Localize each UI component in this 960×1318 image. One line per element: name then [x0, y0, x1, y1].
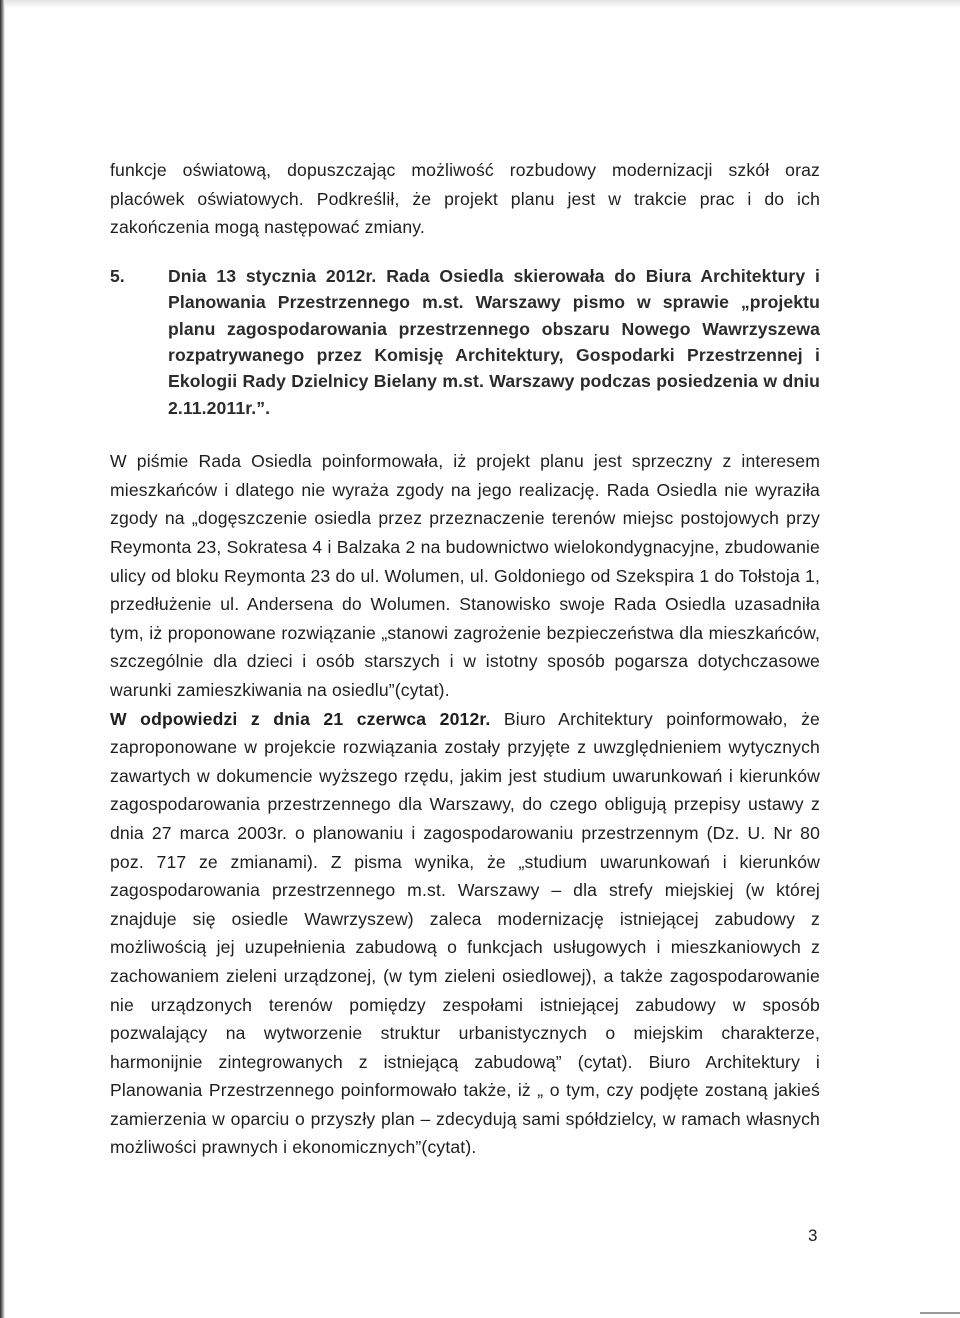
- paragraph-letter: W piśmie Rada Osiedla poinformowała, iż projekt planu jest sprzeczny z interesem mieszkańców i dlatego nie wyraża zgody na jego realizację. Rada Osiedla nie wyraziła zgody na „dogęszczenie osiedla przez przeznaczenie terenów miejsc postojowych przy Reymonta 23, Sokratesa 4 i Balzaka 2 na budownictwo wielokondygnacyjne, zbudowanie ulicy od bloku Reymonta 23 do ul. Wolumen, ul. Goldoniego od Szekspira 1 do Tołstoja 1, przedłużenie ul. Andersena do Wolumen. Stanowisko swoje Rada Osiedla uzasadniła tym, iż proponowane rozwiązanie „stanowi zagrożenie bezpieczeństwa dla mieszkańców, szczególnie dla dzieci i osób starszych i w istotny sposób pogarsza dotychczasowe warunki zamieszkiwania na osiedlu”(cytat).: [110, 451, 820, 700]
- list-item-text: Dnia 13 stycznia 2012r. Rada Osiedla skierowała do Biura Architektury i Planowania Przestrzennego m.st. Warszawy pismo w sprawie „projektu planu zagospodarowania przestrzennego obszaru Nowego Wawrzyszewa rozpatrywanego przez Komisję Architektury, Gospodarki Przestrzennej i Ekologii Rady Dzielnicy Bielany m.st. Warszawy podczas posiedzenia w dniu 2.11.2011r.”.: [168, 265, 820, 418]
- response-lead: W odpowiedzi z dnia 21 czerwca 2012r.: [110, 708, 491, 729]
- scan-edge-left: [0, 0, 5, 1318]
- paragraph-response: [110, 705, 820, 1163]
- page-number: 3: [808, 1226, 818, 1245]
- paragraph-intro: funkcje oświatową, dopuszczając możliwość rozbudowy modernizacji szkół oraz placówek oświatowych. Podkreślił, że projekt planu jest w trakcie prac i do ich zakończenia mogą następować zmiany.: [110, 160, 820, 238]
- scan-edge-top: [0, 0, 960, 8]
- document-body: [110, 156, 820, 1162]
- list-item-5: [110, 263, 820, 421]
- list-item-number: 5.: [110, 265, 125, 286]
- scan-mark: [920, 1312, 960, 1314]
- response-text: Biuro Architektury poinformowało, że zaproponowane w projekcie rozwiązania zostały przyjęte z uwzględnieniem wytycznych zawartych w dokumencie wyższego rzędu, jakim jest studium uwarunkowań i kierunków zagospodarowania przestrzennego dla Warszawy, do czego obligują przepisy ustawy z dnia 27 marca 2003r. o planowaniu i zagospodarowaniu przestrzennym (Dz. U. Nr 80 poz. 717 ze zmianami). Z pisma wynika, że „studium uwarunkowań i kierunków zagospodarowania przestrzennego m.st. Warszawy – dla strefy miejskiej (w której znajduje się osiedle Wawrzyszew) zaleca modernizację istniejącej zabudowy z możliwością jej uzupełnienia zabudową o funkcjach usługowych i mieszkaniowych z zachowaniem zieleni urządzonej, (w tym zieleni osiedlowej), a także zagospodarowanie nie urządzonych terenów pomiędzy zespołami istniejącej zabudowy w sposób pozwalający na wytworzenie struktur urbanistycznych o miejskim charakterze, harmonijnie zintegrowanych z istniejącą zabudową” (cytat). Biuro Architektury i Planowania Przestrzennego poinformowało także, iż „ o tym, czy podjęte zostaną jakieś zamierzenia w oparciu o przyszły plan – zdecydują sami spółdzielcy, w ramach własnych możliwości prawnych i ekonomicznych”(cytat).: [110, 708, 820, 1158]
